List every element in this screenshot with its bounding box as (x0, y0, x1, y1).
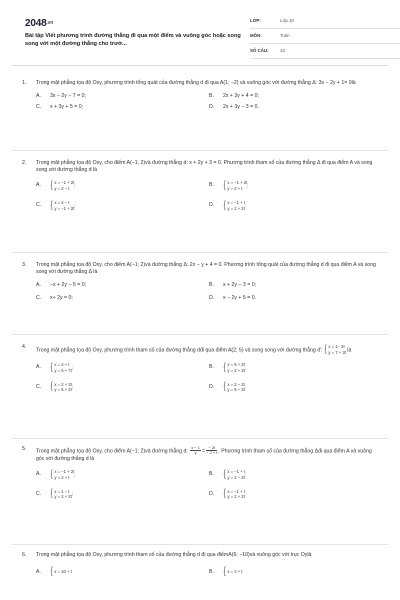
question-text: Trong mặt phẳng tọa độ Oxy, cho điểm A(−1; 2)và đường thẳng d: x + 2y + 3 = 0. Phương trình tham số của đường thẳng Δ đi qua điểm A và song song với đường thẳng d là (36, 160, 373, 174)
question-text: Trong mặt phẳng tọa độ Oxy, cho điểm A(−1; 2)và đường thẳng d: $\frac{x - 1}{y}$ = $\frac{- 2t}{- 2 + t}$ . Phương trình tham số của đường thẳng Δđi qua điểm A và vuông góc với đường thẳng d là (36, 445, 372, 462)
question-text: Trong mặt phẳng tọa độ Oxy, phương trình tham số của đường thẳng dđi qua điểm A(2; 5) và song song với đường thẳng d': { x = 1− 2t y = 7 + 3t là (36, 343, 352, 355)
option-d[interactable]: D. { x = 2 − 2t y = 5 − 3t . (209, 381, 246, 393)
option-c[interactable]: C. x + 3y + 5 = 0; (36, 104, 84, 111)
option-c[interactable]: C. { x = 2 − t y = −1 + 2t ; (36, 199, 76, 211)
option-d[interactable]: D. x − 2y + 5 = 0. (209, 295, 257, 302)
question-4: 4. Trong mặt phẳng tọa độ Oxy, phương trình tham số của đường thẳng dđi qua điểm A(2; 5) và song song với đường thẳng d': { x = 1− 2t y = 7 + 3t là A. { x = 2 + t y = 5 + 7t ; B. { x = 5 + 2t y = 2 + 3t ; C. { x = 2 + 3t y = 5 + 2t ; D. { x = 2 − 2t y = 5 − 3t . (22, 344, 378, 393)
option-b[interactable]: B. { x = 2 + t (209, 566, 243, 578)
question-text: Trong mặt phẳng tọa độ Oxy, phương trình tổng quát của đường thẳng d đi qua A(1; −2) và vuông góc với đường thẳng Δ: 3x − 2y + 1= 0là (36, 80, 356, 86)
question-2: 2. Trong mặt phẳng tọa độ Oxy, cho điểm A(−1; 2)và đường thẳng d: x + 2y + 3 = 0. Phương trình tham số của đường thẳng Δ đi qua điểm A và song song với đường thẳng d là A. { x = −1 + 2t y = 2 − t ; B. { x = −1 + 2t y = 2 + t ; C. { x = 2 − t y = −1 + 2t ; D. { x = −1 + t y = 2 + 2t . (22, 160, 378, 212)
divider (12, 150, 388, 151)
option-a[interactable]: A. { x = 10 + t (36, 566, 72, 578)
question-3: 3. Trong mặt phẳng tọa độ Oxy, cho điểm A(−1; 2)và đường thẳng Δ: 2x − y + 4 = 0. Phương trình tổng quát của đường thẳng d đi qua điểm A và song song với đường thẳng Δ là A. −x + 2y − 5 = 0; B. x + 2y − 3 = 0; C. x+ 2y = 0; D. x − 2y + 5 = 0. (22, 262, 378, 302)
divider (12, 252, 388, 253)
divider (12, 438, 388, 439)
option-d[interactable]: D. { x = −1 + t y = 2 + 2t . (209, 488, 247, 500)
option-c[interactable]: C. x+ 2y = 0; (36, 295, 73, 302)
meta-subject: MÔN: Toán (250, 29, 400, 44)
option-a[interactable]: A. { x = −1 + 2t y = 2 − t ; (36, 179, 76, 191)
option-b[interactable]: B. x + 2y − 3 = 0; (209, 282, 257, 289)
option-b[interactable]: B. { x = 5 + 2t y = 2 + 3t ; (209, 361, 246, 373)
meta-class: LỚP: Lớp 10 (250, 14, 400, 29)
question-text: Trong mặt phẳng tọa độ Oxy, phương trình tham số của đường thẳng d đi qua điểmA(6; −10)và vuông góc với trục Oylà (36, 552, 312, 558)
question-1: 1. Trong mặt phẳng tọa độ Oxy, phương trình tổng quát của đường thẳng d đi qua A(1; −2) và vuông góc với đường thẳng Δ: 3x − 2y + 1= 0là A. 3x − 2y − 7 = 0; B. 2x + 3y + 4 = 0; C. x + 3y + 5 = 0; D. 2x + 3y − 3 = 0. (22, 80, 378, 111)
worksheet-header (12, 0, 388, 66)
question-text: Trong mặt phẳng tọa độ Oxy, cho điểm A(−1; 2)và đường thẳng Δ: 2x − y + 4 = 0. Phương trình tổng quát của đường thẳng d đi qua điểm A và song song với đường thẳng Δ là (36, 262, 376, 276)
site-logo[interactable]: 2048.vn (25, 18, 54, 29)
meta-count: SỐ CÂU: 10 (250, 44, 400, 59)
option-b[interactable]: B. { x = −1 + t y = 2 − 2t ; (209, 468, 247, 480)
option-a[interactable]: A. −x + 2y − 5 = 0; (36, 282, 87, 289)
divider (12, 544, 388, 545)
option-a[interactable]: A. { x = −1 + 2t y = 2 + t ; (36, 468, 76, 480)
option-d[interactable]: D. { x = −1 + t y = 2 + 2t . (209, 199, 247, 211)
option-a[interactable]: A. { x = 2 + t y = 5 + 7t ; (36, 361, 73, 373)
worksheet-meta (250, 14, 400, 59)
option-d[interactable]: D. 2x + 3y − 3 = 0. (209, 104, 259, 111)
option-c[interactable]: C. { x = 1 − t y = 2 + 2t ; (36, 488, 73, 500)
option-b[interactable]: B. 2x + 3y + 4 = 0; (209, 93, 259, 100)
option-c[interactable]: C. { x = 2 + 3t y = 5 + 2t ; (36, 381, 73, 393)
question-6: 6. Trong mặt phẳng tọa độ Oxy, phương trình tham số của đường thẳng d đi qua điểmA(6; −10)và vuông góc với trục Oylà A. { x = 10 + t B. { x = 2 + t (22, 552, 378, 577)
worksheet-title: Bài tập Viết phương trình đường thẳng đi qua một điểm và vuông góc hoặc song song với một đường thẳng cho trướ... (25, 33, 241, 48)
option-a[interactable]: A. 3x − 2y − 7 = 0; (36, 93, 86, 100)
question-5: 5. Trong mặt phẳng tọa độ Oxy, cho điểm A(−1; 2)và đường thẳng d: $\frac{x - 1}{y}$ = $\frac{- 2t}{- 2 + t}$ . Phương trình tham số của đường thẳng Δđi qua điểm A và vuông góc với đường thẳng d là A. { x = −1 + 2t y = 2 + t ; B. { x = −1 + t y = 2 − 2t ; C. { x = 1 − t y = 2 + 2t ; D. { x = −1 + t y = 2 + 2t . (22, 446, 378, 500)
divider (12, 334, 388, 335)
option-b[interactable]: B. { x = −1 + 2t y = 2 + t ; (209, 179, 249, 191)
